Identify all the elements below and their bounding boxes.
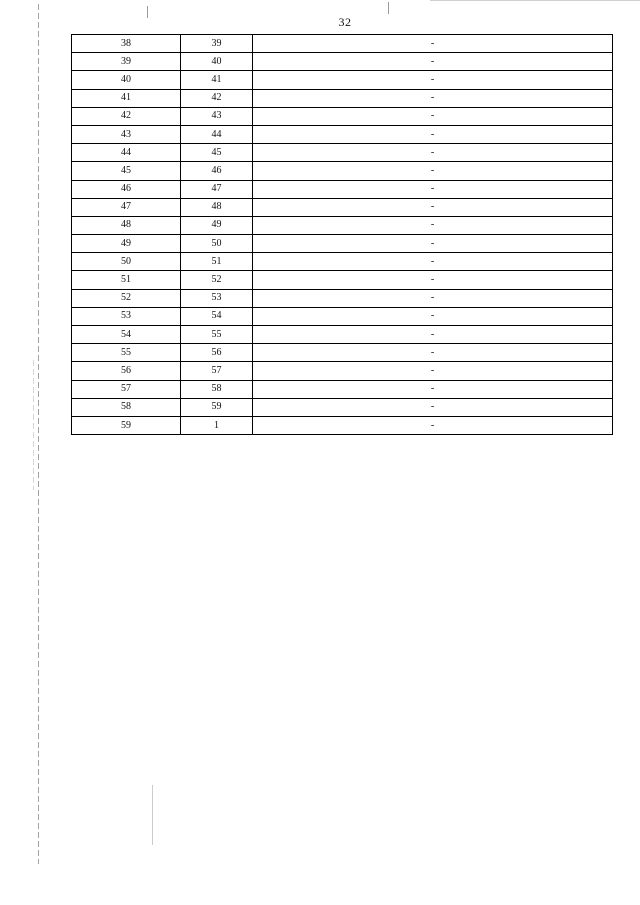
table-cell: 49: [181, 216, 253, 234]
table-row: [72, 180, 613, 198]
table-cell: 56: [72, 362, 181, 380]
table-cell: 48: [181, 198, 253, 216]
table-cell: -: [253, 344, 613, 362]
table-cell: 40: [72, 71, 181, 89]
table-row: [72, 198, 613, 216]
table-cell: 50: [181, 235, 253, 253]
table-cell: -: [253, 198, 613, 216]
table-row: [72, 326, 613, 344]
table-cell: 45: [181, 144, 253, 162]
table-cell: 49: [72, 235, 181, 253]
table-cell: 57: [181, 362, 253, 380]
table-row: [72, 380, 613, 398]
table-cell: 43: [72, 125, 181, 143]
table-cell: -: [253, 326, 613, 344]
table-cell: 52: [181, 271, 253, 289]
table-cell: -: [253, 271, 613, 289]
scan-tick-mark: [152, 785, 153, 845]
table-cell: 51: [181, 253, 253, 271]
table-cell: -: [253, 53, 613, 71]
table-row: [72, 289, 613, 307]
table-cell: 47: [181, 180, 253, 198]
table-cell: -: [253, 162, 613, 180]
scan-tick-mark: [388, 2, 389, 14]
table-row: [72, 125, 613, 143]
table-cell: 52: [72, 289, 181, 307]
table-cell: 39: [72, 53, 181, 71]
table-row: [72, 271, 613, 289]
table-row: [72, 71, 613, 89]
table-cell: 50: [72, 253, 181, 271]
table-cell: 51: [72, 271, 181, 289]
table-cell: 55: [181, 326, 253, 344]
table-cell: 1: [181, 416, 253, 434]
table-cell: 47: [72, 198, 181, 216]
table-row: [72, 144, 613, 162]
table-row: [72, 216, 613, 234]
points-table: [71, 34, 613, 435]
table-cell: 57: [72, 380, 181, 398]
table-cell: 55: [72, 344, 181, 362]
table-cell: -: [253, 289, 613, 307]
table-cell: 40: [181, 53, 253, 71]
table-cell: -: [253, 307, 613, 325]
table-cell: 43: [181, 107, 253, 125]
table-row: [72, 235, 613, 253]
table-row: [72, 307, 613, 325]
table-cell: -: [253, 235, 613, 253]
table-cell: -: [253, 216, 613, 234]
table-cell: -: [253, 125, 613, 143]
scan-margin-line-faint: [33, 360, 34, 490]
table-row: [72, 416, 613, 434]
table-row: [72, 53, 613, 71]
table-cell: 58: [72, 398, 181, 416]
table-cell: 58: [181, 380, 253, 398]
points-table-body: [72, 35, 613, 435]
table-row: [72, 253, 613, 271]
table-cell: -: [253, 380, 613, 398]
table-row: [72, 89, 613, 107]
page-number: 32: [338, 15, 352, 29]
table-cell: -: [253, 144, 613, 162]
table-row: [72, 362, 613, 380]
table-cell: 59: [181, 398, 253, 416]
table-cell: 48: [72, 216, 181, 234]
table-row: [72, 162, 613, 180]
table-cell: 54: [181, 307, 253, 325]
table-cell: 39: [181, 35, 253, 53]
table-cell: 44: [181, 125, 253, 143]
table-cell: -: [253, 416, 613, 434]
table-row: [72, 344, 613, 362]
table-cell: -: [253, 89, 613, 107]
table-cell: -: [253, 71, 613, 89]
table-cell: 38: [72, 35, 181, 53]
table-cell: 42: [72, 107, 181, 125]
table-cell: 41: [72, 89, 181, 107]
table-cell: -: [253, 107, 613, 125]
scan-tick-mark: [147, 6, 148, 18]
table-cell: -: [253, 180, 613, 198]
table-cell: -: [253, 253, 613, 271]
table-row: [72, 107, 613, 125]
table-cell: 59: [72, 416, 181, 434]
table-cell: 56: [181, 344, 253, 362]
table-cell: -: [253, 398, 613, 416]
table-row: [72, 35, 613, 53]
table-cell: 53: [72, 307, 181, 325]
table-cell: 46: [181, 162, 253, 180]
table-row: [72, 398, 613, 416]
table-cell: 46: [72, 180, 181, 198]
scan-margin-line: [38, 4, 39, 864]
table-cell: 53: [181, 289, 253, 307]
table-cell: 44: [72, 144, 181, 162]
table-cell: -: [253, 362, 613, 380]
table-cell: 54: [72, 326, 181, 344]
scan-top-edge: [430, 0, 640, 1]
table-cell: 42: [181, 89, 253, 107]
table-cell: 41: [181, 71, 253, 89]
table-cell: 45: [72, 162, 181, 180]
table-cell: -: [253, 35, 613, 53]
